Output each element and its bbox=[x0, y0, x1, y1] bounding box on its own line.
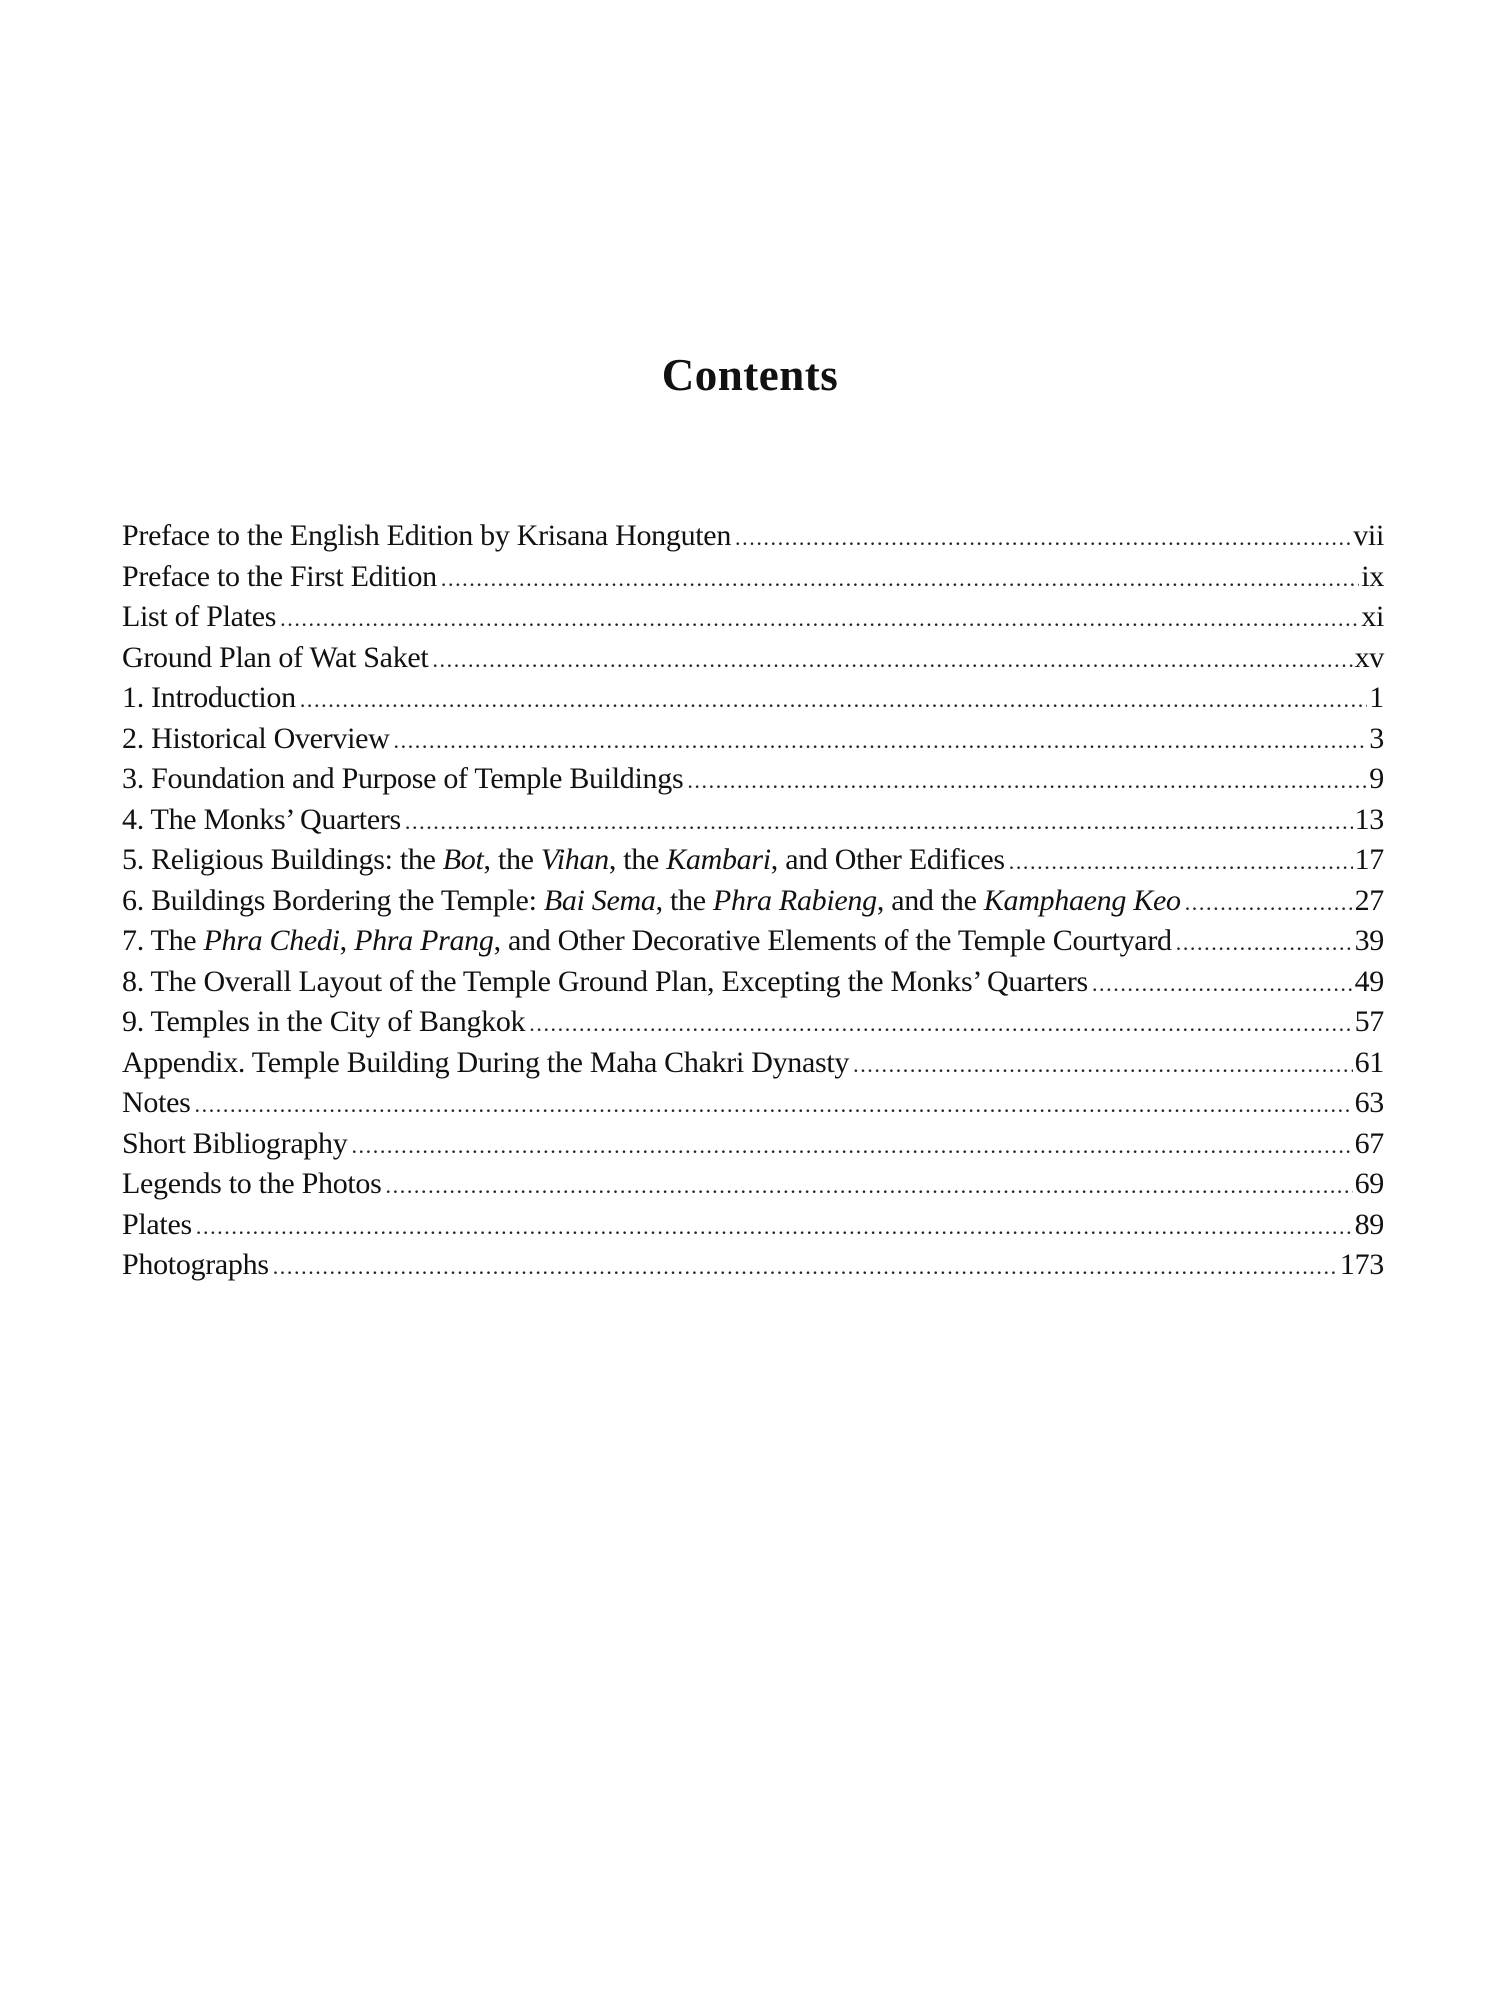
toc-page-number: 9 bbox=[1369, 762, 1384, 795]
toc-entry-title bbox=[122, 1002, 525, 1042]
toc-entry bbox=[122, 921, 1384, 962]
toc-entry-text: Appendix. Temple Building During the Maha Chakri Dynasty bbox=[122, 1045, 850, 1079]
toc-entry bbox=[122, 881, 1384, 922]
toc-dot-leader bbox=[351, 1126, 1352, 1166]
toc-entry-title bbox=[122, 638, 428, 678]
toc-entry-text: Short Bibliography bbox=[122, 1126, 348, 1160]
toc-dot-leader bbox=[394, 721, 1368, 761]
toc-dot-leader bbox=[273, 1247, 1338, 1287]
toc-entry-title bbox=[122, 921, 1172, 961]
toc-entry-italic-term: Kamphaeng Keo bbox=[983, 883, 1181, 917]
toc-entry-title bbox=[122, 597, 276, 637]
toc-page-number: 3 bbox=[1369, 721, 1384, 755]
toc-entry-italic-term: Vihan bbox=[540, 843, 609, 876]
toc-entry-text: , the bbox=[483, 843, 541, 876]
toc-entry bbox=[122, 840, 1384, 881]
toc-dot-leader bbox=[1185, 883, 1353, 923]
toc-entry-text: , the bbox=[608, 843, 667, 876]
toc-dot-leader bbox=[195, 1085, 1353, 1125]
toc-entry-title bbox=[122, 516, 731, 556]
toc-entry-text: , and Other Decorative Elements of the Temple Courtyard bbox=[493, 924, 1172, 957]
toc-entry-text: Preface to the English Edition by Krisana Honguten bbox=[122, 519, 732, 552]
toc-entry bbox=[122, 800, 1384, 841]
toc-entry-title bbox=[122, 678, 296, 718]
toc-page-number: 61 bbox=[1354, 1045, 1384, 1079]
toc-entry-italic-term: Phra Prang bbox=[354, 924, 494, 957]
toc-dot-leader bbox=[432, 640, 1352, 680]
toc-entry-title bbox=[122, 962, 1088, 1002]
toc-entry-text: Preface to the First Edition bbox=[122, 559, 437, 593]
toc-page-number: 17 bbox=[1354, 843, 1384, 876]
toc-dot-leader bbox=[300, 680, 1367, 720]
toc-entry-title bbox=[122, 881, 1181, 921]
toc-entry-text: 1. Introduction bbox=[122, 681, 296, 714]
toc-entry bbox=[122, 1205, 1384, 1246]
toc-entry-text: 2. Historical Overview bbox=[122, 721, 390, 755]
toc-entry-title bbox=[122, 1245, 269, 1285]
toc-entry bbox=[122, 1043, 1384, 1084]
toc-page-number: xi bbox=[1361, 600, 1384, 633]
toc-entry bbox=[122, 1083, 1384, 1124]
toc-entry-italic-term: Phra Rabieng bbox=[712, 883, 877, 917]
toc-dot-leader bbox=[386, 1166, 1353, 1206]
toc-entry-text: Photographs bbox=[122, 1248, 269, 1281]
toc-entry-title bbox=[122, 1043, 849, 1083]
toc-entry bbox=[122, 1124, 1384, 1165]
toc-entry bbox=[122, 1164, 1384, 1205]
toc-dot-leader bbox=[853, 1045, 1352, 1085]
toc-entry-title bbox=[122, 557, 437, 597]
toc-page-number: 39 bbox=[1354, 924, 1384, 957]
toc-dot-leader bbox=[1092, 964, 1353, 1004]
toc-entry bbox=[122, 962, 1384, 1003]
toc-entry-italic-term: Kambari bbox=[666, 843, 771, 876]
toc-entry bbox=[122, 1002, 1384, 1043]
toc-entry-text: List of Plates bbox=[122, 600, 277, 633]
toc-entry-text: , the bbox=[655, 883, 713, 917]
toc-page-number: vii bbox=[1353, 519, 1384, 552]
toc-entry-text: Notes bbox=[122, 1086, 191, 1119]
toc-dot-leader bbox=[1176, 923, 1353, 963]
toc-page-number: 57 bbox=[1354, 1005, 1384, 1038]
toc-entry-text: 5. Religious Buildings: the bbox=[122, 843, 443, 876]
toc-page-number: xv bbox=[1354, 640, 1384, 674]
toc-entry bbox=[122, 759, 1384, 800]
toc-entry-title bbox=[122, 719, 390, 759]
toc-entry bbox=[122, 1245, 1384, 1286]
toc-page-number: 69 bbox=[1354, 1167, 1384, 1200]
toc-entry-text: Ground Plan of Wat Saket bbox=[122, 640, 429, 674]
toc-page-number: 1 bbox=[1369, 681, 1384, 714]
toc-dot-leader bbox=[196, 1207, 1353, 1247]
toc-entry-text: 8. The Overall Layout of the Temple Ground Plan, Excepting the Monks’ Quarters bbox=[122, 964, 1088, 998]
toc-entry bbox=[122, 557, 1384, 598]
toc-entry bbox=[122, 638, 1384, 679]
toc-entry-title bbox=[122, 1124, 347, 1164]
toc-entry-title bbox=[122, 759, 683, 799]
toc-entry-text: Legends to the Photos bbox=[122, 1167, 382, 1200]
toc-dot-leader bbox=[529, 1004, 1352, 1044]
toc-page-number: 27 bbox=[1354, 883, 1384, 917]
toc-entry-italic-term: Bot bbox=[442, 843, 484, 876]
toc-dot-leader bbox=[405, 802, 1353, 842]
toc-entry-title bbox=[122, 1205, 192, 1245]
toc-entry bbox=[122, 719, 1384, 760]
toc-dot-leader bbox=[280, 599, 1359, 639]
toc-dot-leader bbox=[687, 761, 1367, 801]
toc-entry-text: 4. The Monks’ Quarters bbox=[122, 802, 401, 836]
toc-entry-italic-term: Phra Chedi bbox=[203, 924, 340, 957]
toc-dot-leader bbox=[735, 518, 1351, 558]
toc-page-number: 13 bbox=[1354, 802, 1384, 836]
toc-entry-title bbox=[122, 840, 1005, 880]
toc-dot-leader bbox=[441, 559, 1359, 599]
toc-entry-text: , and Other Edifices bbox=[770, 843, 1005, 876]
toc-entry-title bbox=[122, 1164, 382, 1204]
toc-page-number: 63 bbox=[1354, 1086, 1384, 1119]
toc-entry-text: Plates bbox=[122, 1207, 192, 1241]
toc-entry-text: , bbox=[339, 924, 355, 957]
toc-entry bbox=[122, 597, 1384, 638]
toc-page-number: 89 bbox=[1354, 1207, 1384, 1241]
toc-page-number: ix bbox=[1361, 559, 1384, 593]
toc-entry-title bbox=[122, 1083, 191, 1123]
toc-entry-text: 7. The bbox=[122, 924, 204, 957]
toc-entry bbox=[122, 678, 1384, 719]
toc-entry-text: 3. Foundation and Purpose of Temple Buildings bbox=[122, 762, 684, 795]
page-title: Contents bbox=[661, 350, 839, 401]
toc-entry-text: 9. Temples in the City of Bangkok bbox=[122, 1005, 526, 1038]
toc-entry-text: , and the bbox=[876, 883, 984, 917]
toc-dot-leader bbox=[1009, 842, 1353, 882]
toc-entry-title bbox=[122, 800, 401, 840]
toc-page-number: 173 bbox=[1339, 1248, 1384, 1281]
toc-entry-text: 6. Buildings Bordering the Temple: bbox=[122, 883, 544, 917]
table-of-contents bbox=[122, 516, 1384, 1286]
toc-page-number: 67 bbox=[1354, 1126, 1384, 1160]
toc-entry-italic-term: Bai Sema bbox=[543, 883, 656, 917]
toc-page-number: 49 bbox=[1354, 964, 1384, 998]
toc-entry bbox=[122, 516, 1384, 557]
